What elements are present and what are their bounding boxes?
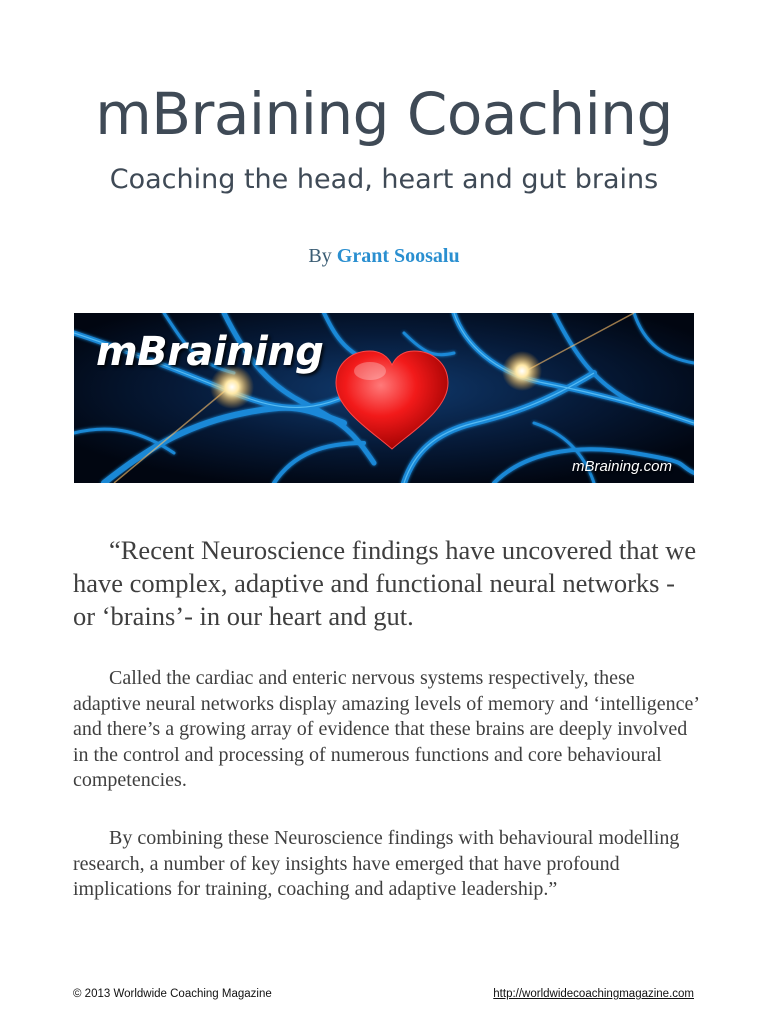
page-subtitle: Coaching the head, heart and gut brains	[109, 164, 659, 195]
body-paragraph-2: By combining these Neuroscience findings with behavioural modelling research, a number of key insights have emerged that have profound implications for training, coaching and adaptive leadership.”	[73, 827, 680, 900]
page-title: mBraining Coaching	[95, 80, 673, 148]
footer-link[interactable]: http://worldwidecoachingmagazine.com	[493, 988, 694, 1000]
banner-image	[74, 313, 694, 483]
lead-quote: “Recent Neuroscience findings have uncovered that we have complex, adaptive and functional neural networks - or ‘brains’- in our heart and gut.	[73, 535, 697, 631]
author-name: Grant Soosalu	[336, 245, 460, 267]
banner-url-text: mBraining.com	[571, 458, 672, 475]
byline	[0, 242, 768, 270]
banner-logo-text: mBraining	[96, 329, 324, 375]
byline-prefix: By	[308, 245, 332, 267]
footer-copyright: © 2013 Worldwide Coaching Magazine	[73, 988, 272, 1000]
footer	[73, 988, 694, 1000]
body-paragraph-1: Called the cardiac and enteric nervous systems respectively, these adaptive neural networks display amazing levels of memory and ‘intelligence’ and there’s a growing array of evidence that these brains are deeply involved in the control and processing of numerous functions and core behavioural competencies.	[73, 667, 699, 791]
